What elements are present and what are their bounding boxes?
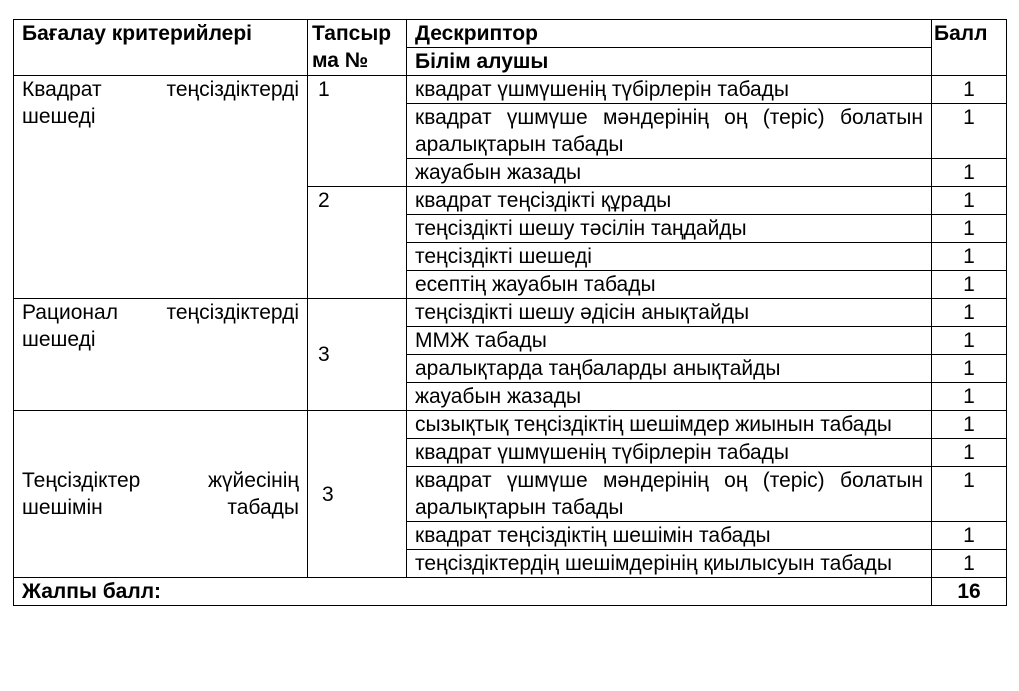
descriptor-cell: квадрат үшмүшенің түбірлерін табады [407,439,932,467]
descriptor-header: Дескриптор [407,20,932,48]
header-row [14,20,1007,48]
learner-header: Білім алушы [407,48,932,76]
descriptor-cell: жауабын жазады [407,383,932,411]
descriptor-cell: теңсіздікті шешу тәсілін таңдайды [407,215,932,243]
criterion-cell: Рационал теңсіздіктерді шешеді [14,299,308,411]
descriptor-cell: есептің жауабын табады [407,271,932,299]
table-row [14,76,1007,104]
total-label: Жалпы балл: [14,578,932,606]
criterion-cell: Квадрат теңсіздіктерді шешеді [14,76,308,299]
score-cell: 1 [932,243,1007,271]
task-number-cell: 3 [308,411,407,578]
criterion-cell: Теңсіздіктер жүйесінің шешімін табады [14,411,308,578]
descriptor-cell: жауабын жазады [407,159,932,187]
score-cell: 1 [932,159,1007,187]
task-number-cell: 2 [308,187,407,299]
descriptor-cell: теңсіздіктердің шешімдерінің қиылысуын табады [407,550,932,578]
score-cell: 1 [932,327,1007,355]
score-cell: 1 [932,271,1007,299]
score-cell: 1 [932,439,1007,467]
task-number-cell: 3 [308,299,407,411]
descriptor-cell: квадрат теңсіздікті құрады [407,187,932,215]
total-value: 16 [932,578,1007,606]
descriptor-cell: теңсіздікті шешеді [407,243,932,271]
score-cell: 1 [932,187,1007,215]
score-cell: 1 [932,467,1007,522]
task-header-line1: Тапсыр [312,22,392,45]
descriptor-cell: квадрат үшмүше мәндерінің оң (теріс) болатын аралықтарын табады [407,467,932,522]
assessment-table [13,19,1007,606]
task-header-line2: ма № [312,49,369,72]
score-cell: 1 [932,355,1007,383]
total-row [14,578,1007,606]
score-cell: 1 [932,215,1007,243]
score-cell: 1 [932,299,1007,327]
table-row [14,299,1007,327]
descriptor-cell: аралықтарда таңбаларды анықтайды [407,355,932,383]
score-header: Балл [932,20,1007,76]
task-header [308,20,407,76]
score-cell: 1 [932,383,1007,411]
criteria-header: Бағалау критерийлері [14,20,308,76]
descriptor-cell: квадрат үшмүшенің түбірлерін табады [407,76,932,104]
task-number-cell: 1 [308,76,407,187]
score-cell: 1 [932,104,1007,159]
descriptor-cell: квадрат теңсіздіктің шешімін табады [407,522,932,550]
score-cell: 1 [932,76,1007,104]
table-row [14,411,1007,439]
score-cell: 1 [932,411,1007,439]
score-cell: 1 [932,522,1007,550]
descriptor-cell: ММЖ табады [407,327,932,355]
descriptor-cell: квадрат үшмүше мәндерінің оң (теріс) болатын аралықтарын табады [407,104,932,159]
descriptor-cell: теңсіздікті шешу әдісін анықтайды [407,299,932,327]
score-cell: 1 [932,550,1007,578]
descriptor-cell: сызықтық теңсіздіктің шешімдер жиынын табады [407,411,932,439]
